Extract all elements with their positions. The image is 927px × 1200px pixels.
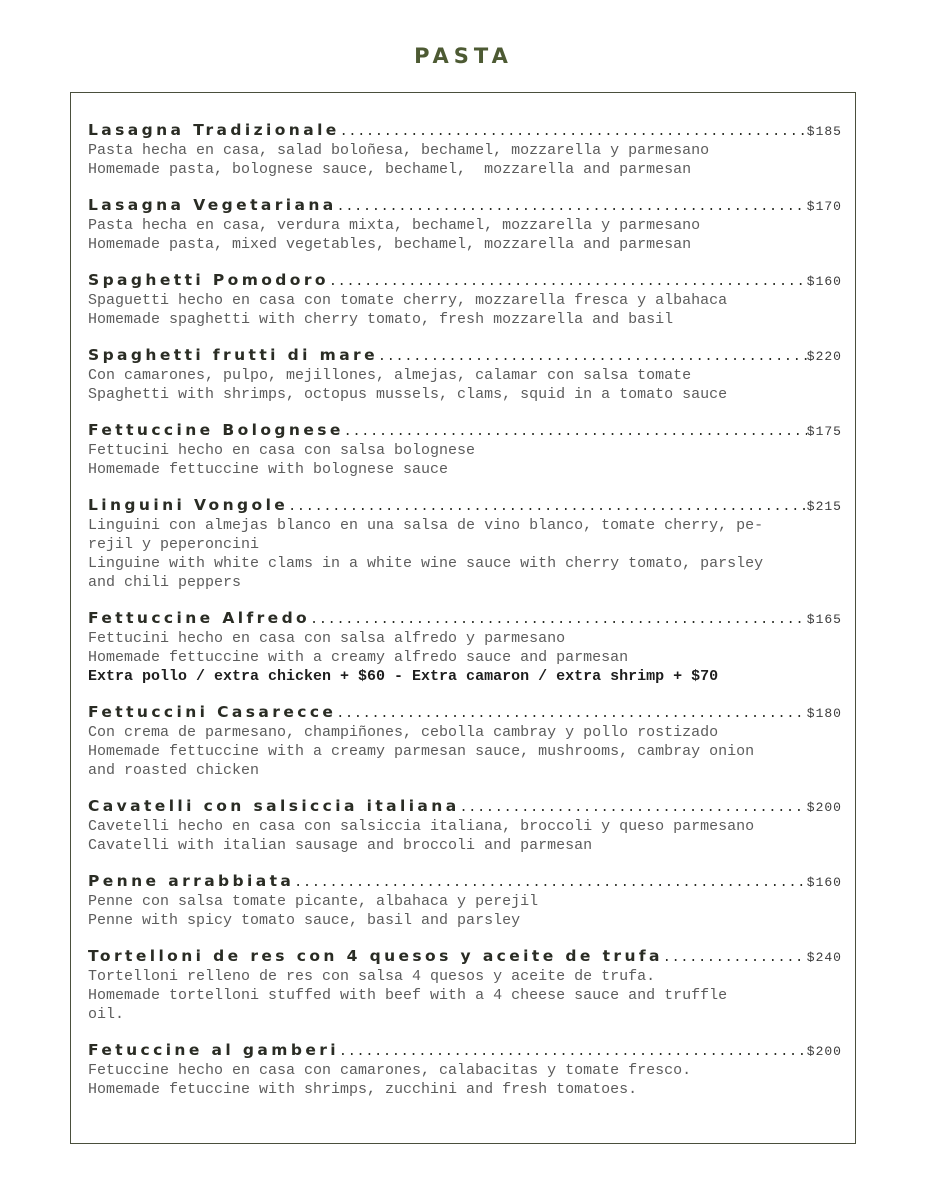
dot-leader — [310, 612, 807, 627]
menu-item-description-es: Con crema de parmesano, champiñones, cebolla cambray y pollo rostizado — [88, 724, 719, 741]
dot-leader — [344, 424, 807, 439]
menu-item-name: Spaghetti Pomodoro — [88, 271, 329, 289]
menu-item-name: Lasagna Tradizionale — [88, 121, 340, 139]
menu-item-description-es: Pasta hecha en casa, verdura mixta, bechamel, mozzarella y parmesano — [88, 217, 701, 234]
menu-item-name: Cavatelli con salsiccia italiana — [88, 797, 460, 815]
menu-item-header — [88, 121, 842, 141]
menu-item — [88, 421, 842, 479]
menu-item-description-en: Homemade fetuccine with shrimps, zucchini and fresh tomatoes. — [88, 1081, 638, 1098]
menu-item-description-en: Homemade pasta, mixed vegetables, bechamel, mozzarella and parmesan — [88, 236, 692, 253]
menu-item-description-es: Con camarones, pulpo, mejillones, almejas, calamar con salsa tomate — [88, 367, 692, 384]
menu-item-price: $180 — [806, 706, 842, 721]
menu-item-description-en: Homemade fettuccine with bolognese sauce — [88, 461, 449, 478]
menu-item-price: $220 — [806, 349, 842, 364]
menu-item — [88, 271, 842, 329]
menu-item-header — [88, 346, 842, 366]
menu-item-description-en: Spaghetti with shrimps, octopus mussels, clams, squid in a tomato sauce — [88, 386, 728, 403]
menu-item-header — [88, 1041, 842, 1061]
menu-item-name: Fettuccine Bolognese — [88, 421, 344, 439]
dot-leader — [340, 124, 807, 139]
menu-item-description-es: Spaguetti hecho en casa con tomate cherry, mozzarella fresca y albahaca — [88, 292, 728, 309]
menu-item-description-en: Homemade fettuccine with a creamy parmesan sauce, mushrooms, cambray onion and roasted chicken — [88, 743, 755, 779]
dot-leader — [329, 274, 807, 289]
dot-leader — [337, 199, 807, 214]
menu-item — [88, 609, 842, 686]
menu-item-extras: Extra pollo / extra chicken + $60 - Extra camaron / extra shrimp + $70 — [88, 668, 719, 685]
menu-item — [88, 1041, 842, 1099]
menu-item — [88, 872, 842, 930]
menu-item — [88, 496, 842, 592]
menu-item — [88, 797, 842, 855]
menu-item-name: Tortelloni de res con 4 quesos y aceite de trufa — [88, 947, 663, 965]
menu-item-price: $200 — [806, 800, 842, 815]
menu-item-description-en: Homemade spaghetti with cherry tomato, fresh mozzarella and basil — [88, 311, 674, 328]
menu-item-price: $200 — [806, 1044, 842, 1059]
menu-item-description-es: Fettucini hecho en casa con salsa alfredo y parmesano — [88, 630, 566, 647]
menu-item-description-en: Homemade fettuccine with a creamy alfredo sauce and parmesan — [88, 649, 629, 666]
dot-leader — [460, 800, 807, 815]
menu-item — [88, 703, 842, 780]
menu-item-name: Penne arrabbiata — [88, 872, 295, 890]
menu-item-name: Spaghetti frutti di mare — [88, 346, 379, 364]
menu-item-name: Linguini Vongole — [88, 496, 289, 514]
menu-item-header — [88, 797, 842, 817]
menu-item-description-es: Penne con salsa tomate picante, albahaca y perejil — [88, 893, 539, 910]
dot-leader — [288, 499, 807, 514]
menu-item-header — [88, 947, 842, 967]
menu-item — [88, 346, 842, 404]
menu-item-description-en: Linguine with white clams in a white wine sauce with cherry tomato, parsley and chili peppers — [88, 555, 764, 591]
menu-item-header — [88, 496, 842, 516]
menu-item-price: $170 — [806, 199, 842, 214]
menu-item-name: Lasagna Vegetariana — [88, 196, 337, 214]
page-title: PASTA — [414, 44, 513, 68]
menu-item-header — [88, 196, 842, 216]
menu-item-description-en: Cavatelli with italian sausage and broccoli and parmesan — [88, 837, 593, 854]
menu-item-price: $160 — [806, 875, 842, 890]
menu-item-description-en: Homemade tortelloni stuffed with beef with a 4 cheese sauce and truffle oil. — [88, 987, 728, 1023]
menu-item-name: Fetuccine al gamberi — [88, 1041, 339, 1059]
dot-leader — [378, 349, 807, 364]
menu-item-header — [88, 703, 842, 723]
menu-item-description-es: Cavetelli hecho en casa con salsiccia italiana, broccoli y queso parmesano — [88, 818, 755, 835]
menu-item-price: $160 — [806, 274, 842, 289]
menu-item-name: Fettuccine Alfredo — [88, 609, 311, 627]
menu-item-price: $175 — [806, 424, 842, 439]
menu-item-description-es: Pasta hecha en casa, salad boloñesa, bechamel, mozzarella y parmesano — [88, 142, 710, 159]
menu-item-header — [88, 609, 842, 629]
menu-item-description-es: Fettucini hecho en casa con salsa bolognese — [88, 442, 476, 459]
menu-item-header — [88, 271, 842, 291]
menu-item-description-es: Fetuccine hecho en casa con camarones, calabacitas y tomate fresco. — [88, 1062, 692, 1079]
menu-item-header — [88, 421, 842, 441]
menu-item-description-en: Homemade pasta, bolognese sauce, bechamel, mozzarella and parmesan — [88, 161, 692, 178]
menu-list — [88, 121, 842, 1116]
dot-leader — [336, 706, 806, 721]
menu-item-description-es: Linguini con almejas blanco en una salsa de vino blanco, tomate cherry, pe- rejil y peperoncini — [88, 517, 764, 553]
menu-item-description-en: Penne with spicy tomato sauce, basil and parsley — [88, 912, 521, 929]
menu-item-header — [88, 872, 842, 892]
dot-leader — [339, 1044, 807, 1059]
dot-leader — [663, 950, 807, 965]
menu-item-description-es: Tortelloni relleno de res con salsa 4 quesos y aceite de trufa. — [88, 968, 656, 985]
menu-item-price: $165 — [806, 612, 842, 627]
menu-item-price: $185 — [806, 124, 842, 139]
menu-item-name: Fettuccini Casarecce — [88, 703, 337, 721]
dot-leader — [294, 875, 806, 890]
menu-item — [88, 121, 842, 179]
menu-item — [88, 196, 842, 254]
menu-item-price: $240 — [806, 950, 842, 965]
menu-item-price: $215 — [806, 499, 842, 514]
menu-item — [88, 947, 842, 1024]
